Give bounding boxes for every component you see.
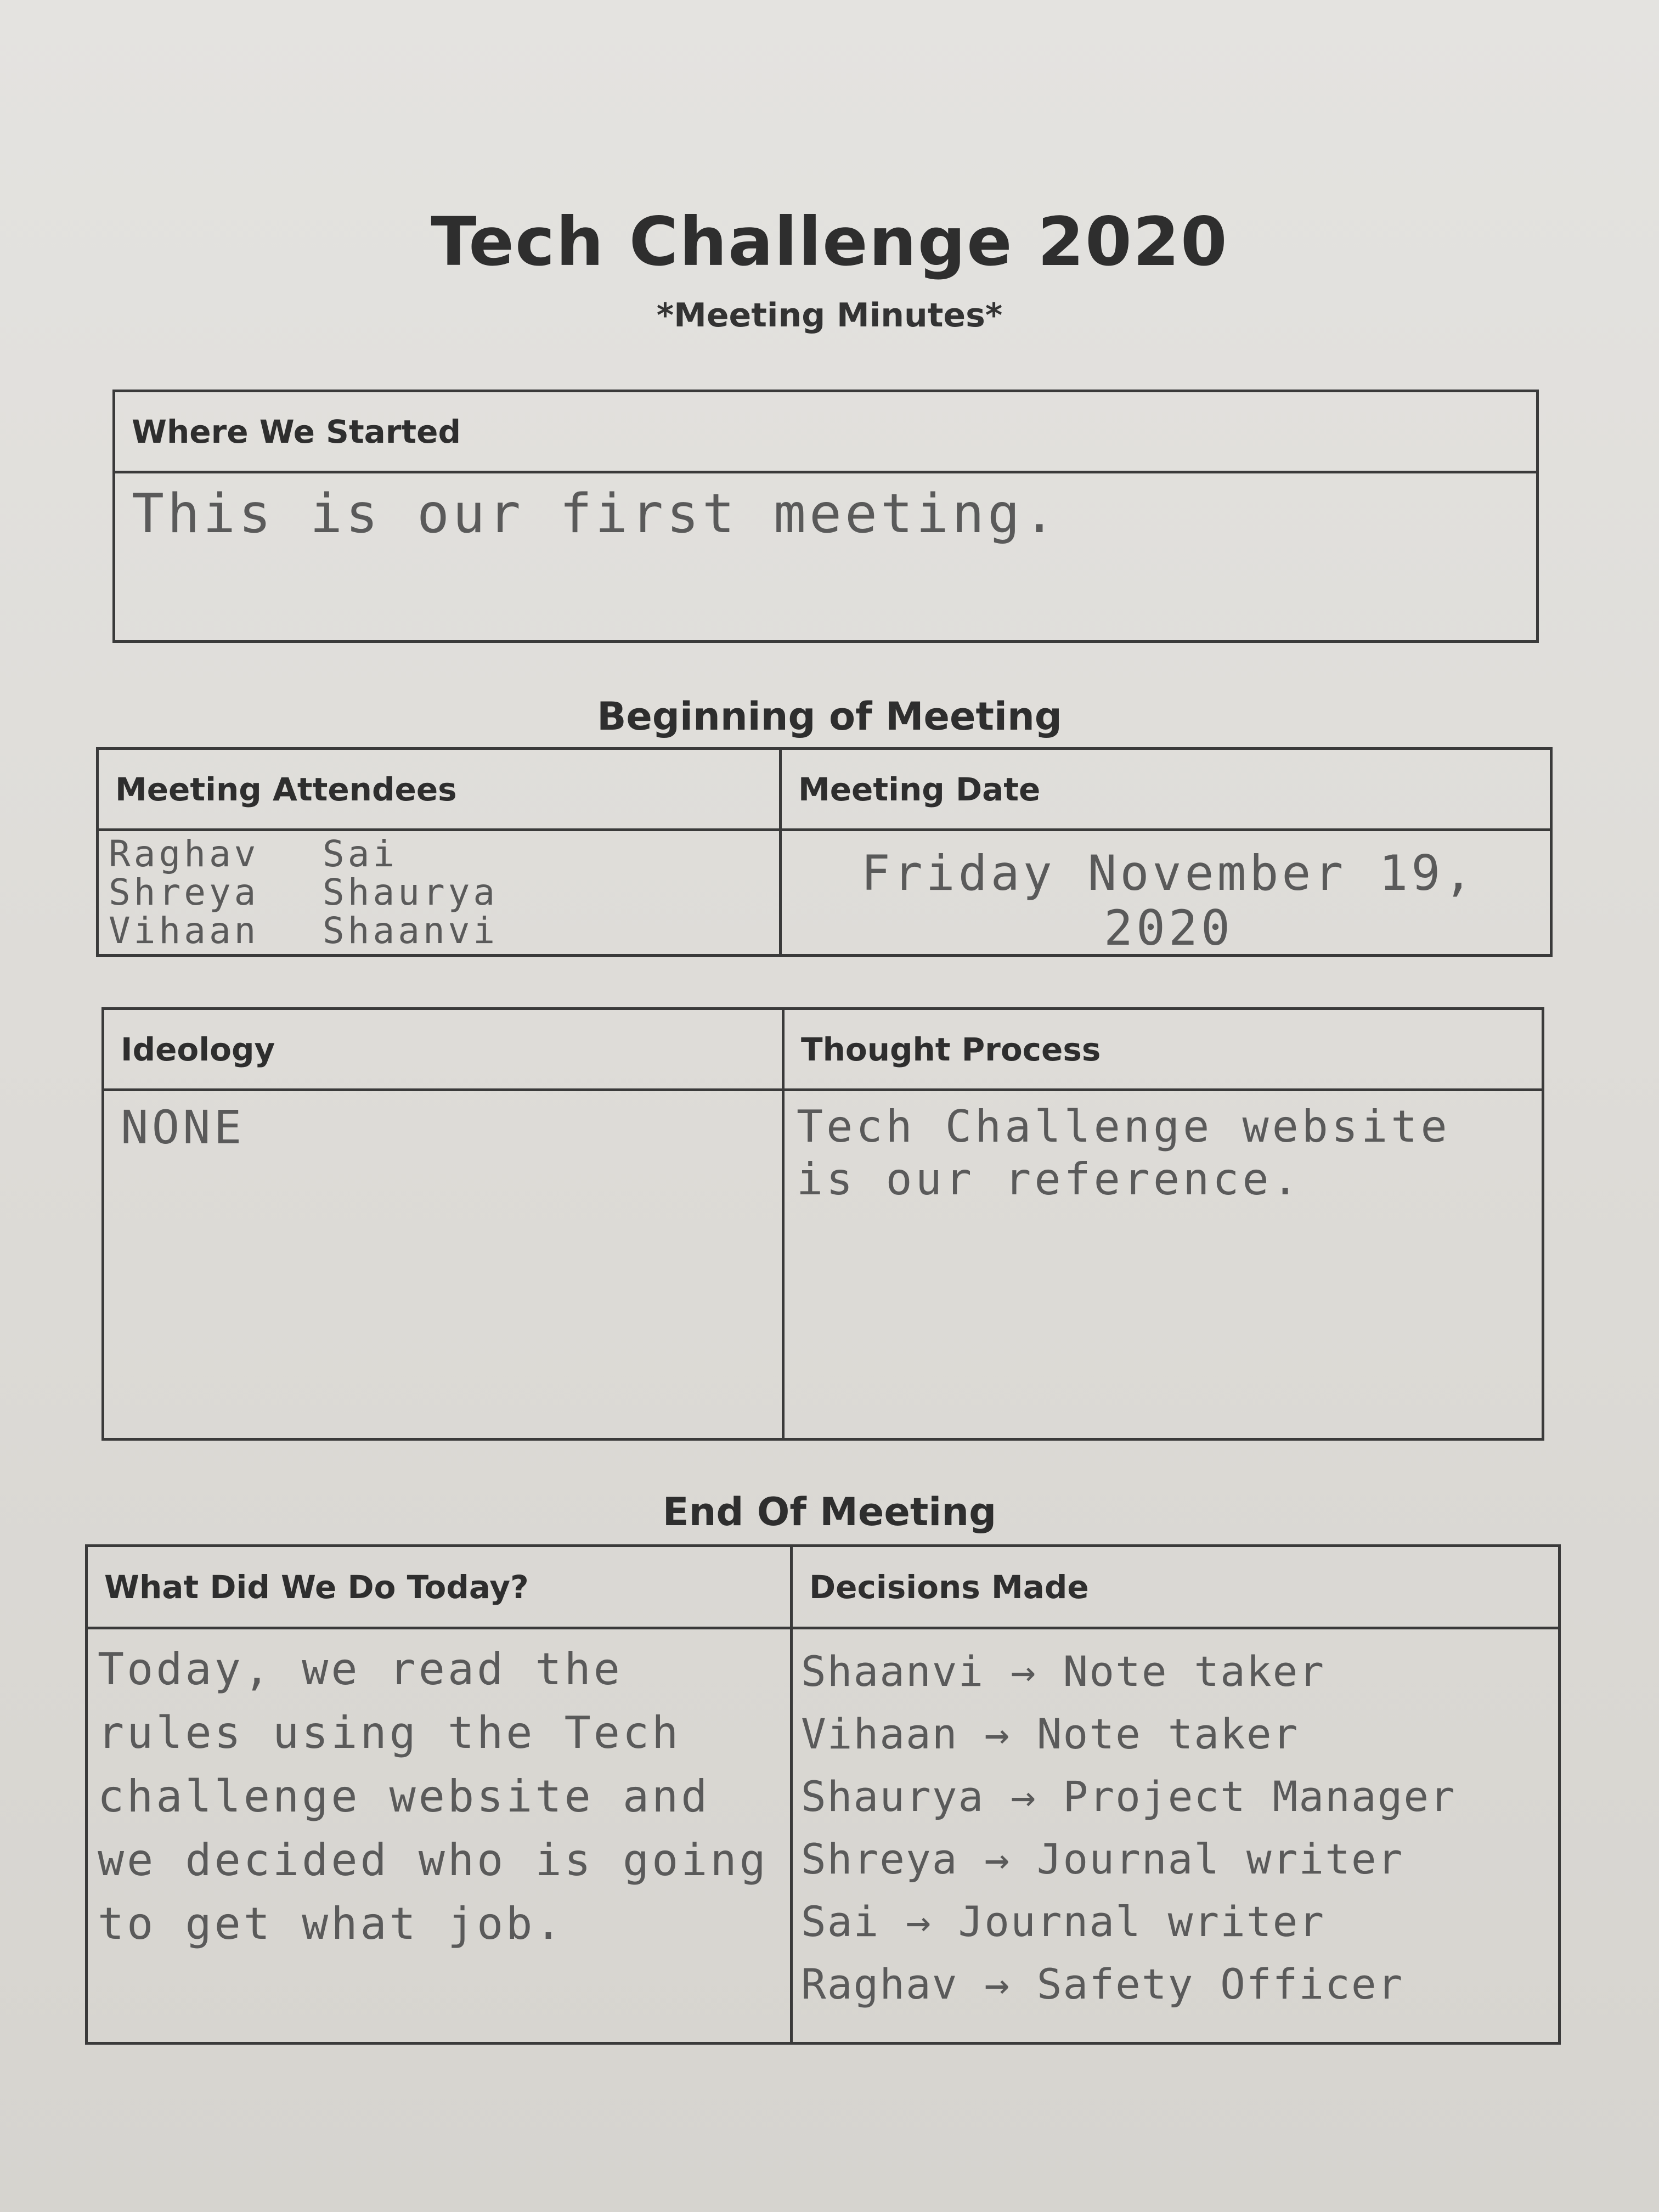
decisions-list [801, 1640, 1456, 2016]
today-line: challenge website and [98, 1771, 710, 1822]
today-line: we decided who is going [98, 1835, 769, 1886]
decision-item: Shaurya → Project Manager [801, 1772, 1456, 1821]
attendees-label: Meeting Attendees [99, 750, 779, 831]
thought-process-text [797, 1101, 1451, 1206]
ideology-label: Ideology [104, 1010, 782, 1091]
thought-line: Tech Challenge website [797, 1101, 1451, 1152]
ideology-table [101, 1007, 1544, 1441]
attendee-name: Sai [323, 833, 398, 875]
today-line: to get what job. [98, 1898, 565, 1949]
what-did-we-do-label: What Did We Do Today? [88, 1547, 790, 1629]
thought-line: is our reference. [797, 1154, 1302, 1205]
where-we-started-label: Where We Started [115, 392, 1536, 473]
attendee-row [109, 835, 498, 873]
beginning-table [96, 747, 1553, 957]
decision-item: Shaanvi → Note taker [801, 1647, 1325, 1696]
end-section-title: End Of Meeting [662, 1489, 997, 1534]
today-line: rules using the Tech [98, 1707, 681, 1758]
attendees-list [109, 835, 498, 950]
decision-item: Raghav → Safety Officer [801, 1960, 1404, 2008]
decision-item: Shreya → Journal writer [801, 1835, 1404, 1883]
ideology-text: NONE [121, 1101, 245, 1154]
thought-process-label: Thought Process [785, 1010, 1542, 1091]
attendee-name: Raghav [109, 833, 259, 875]
page-title: Tech Challenge 2020 [431, 203, 1228, 281]
attendee-row [109, 912, 498, 950]
page-subtitle: *Meeting Minutes* [656, 296, 1003, 335]
attendee-name: Vihaan [109, 910, 259, 952]
where-we-started-box [112, 390, 1539, 643]
attendee-name: Shaanvi [323, 910, 499, 952]
attendee-row [109, 873, 498, 912]
where-we-started-text: This is our first meeting. [132, 483, 1059, 545]
what-did-we-do-text [98, 1638, 769, 1956]
date-line: Friday November 19, [861, 845, 1476, 901]
meeting-date-label: Meeting Date [782, 750, 1550, 831]
decision-item: Sai → Journal writer [801, 1897, 1325, 1946]
attendee-name: Shreya [109, 871, 259, 913]
end-table [85, 1544, 1561, 2045]
decision-item: Vihaan → Note taker [801, 1709, 1299, 1758]
decisions-made-label: Decisions Made [793, 1547, 1558, 1629]
meeting-date-value [795, 846, 1542, 956]
attendee-name: Shaurya [323, 871, 499, 913]
date-line: 2020 [1104, 900, 1233, 956]
today-line: Today, we read the [98, 1644, 623, 1695]
beginning-section-title: Beginning of Meeting [597, 694, 1062, 739]
